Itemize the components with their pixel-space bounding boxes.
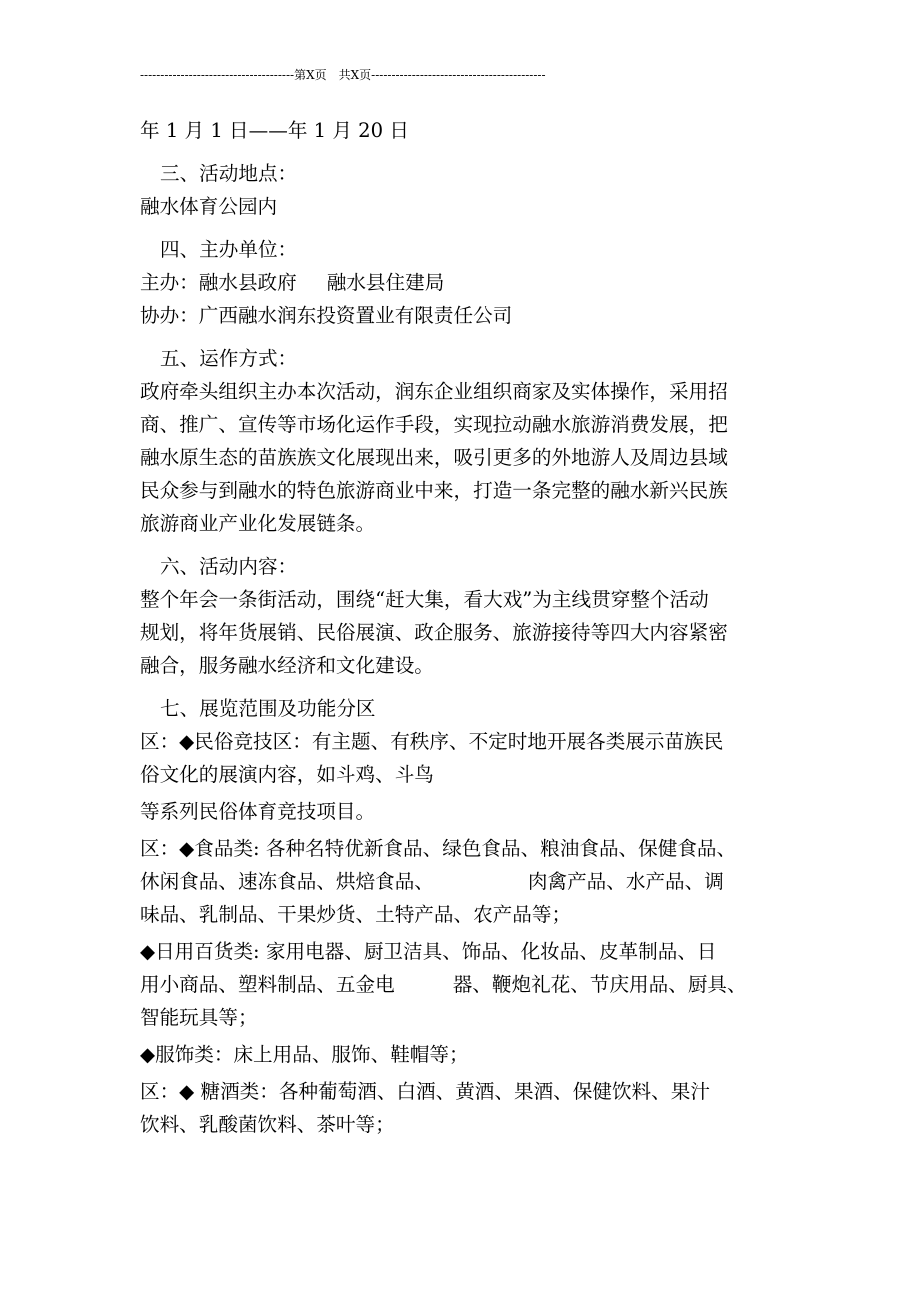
food-zone-line <box>140 865 790 898</box>
folk-zone-line: 俗文化的展演内容，如斗鸡、斗鸟 <box>140 763 434 786</box>
location-text: 融水体育公园内 <box>140 195 278 218</box>
drinks-zone-line: 区：◆ 糖酒类：各种葡萄酒、白酒、黄酒、果酒、保健饮料、果汁 <box>140 1080 710 1103</box>
operation-heading: 五、运作方式： <box>160 347 298 370</box>
daily-goods-text: 用小商品、塑料制品、五金电 <box>140 973 395 996</box>
daily-goods-line: ◆日用百货类: 家用电器、厨卫洁具、饰品、化妆品、皮革制品、日 <box>140 940 717 963</box>
folk-zone-line: 等系列民俗体育竞技项目。 <box>140 800 376 823</box>
daily-goods-line: 智能玩具等； <box>140 1006 258 1029</box>
apparel-line: ◆服饰类：床上用品、服饰、鞋帽等； <box>140 1043 469 1066</box>
daily-goods-line <box>140 968 790 1001</box>
location-heading: 三、活动地点： <box>160 162 298 185</box>
event-date-line: 年 1 月 1 日——年 1 月 20 日 <box>140 119 409 142</box>
food-zone-text: 肉禽产品、水产品、调 <box>527 870 724 893</box>
co-host-line: 协办：广西融水润东投资置业有限责任公司 <box>140 304 513 327</box>
food-zone-line: 区：◆食品类: 各种名特优新食品、绿色食品、粮油食品、保健食品、 <box>140 837 737 860</box>
operation-line: 政府牵头组织主办本次活动，润东企业组织商家及实体操作，采用招 <box>140 380 728 403</box>
page-header: --------------------------------------第X页 共X页------------------------------------------- <box>140 68 546 82</box>
content-line: 整个年会一条街活动，围绕“赶大集，看大戏”为主线贯穿整个活动 <box>140 588 709 611</box>
content-line: 融合，服务融水经济和文化建设。 <box>140 654 434 677</box>
document-body <box>140 114 790 1141</box>
content-line: 规划，将年货展销、民俗展演、政企服务、旅游接待等四大内容紧密 <box>140 621 728 644</box>
operation-line: 融水原生态的苗族族文化展现出来，吸引更多的外地游人及周边县域 <box>140 446 728 469</box>
food-zone-text: 休闲食品、速冻食品、烘焙食品、 <box>140 870 434 893</box>
zones-heading: 七、展览范围及功能分区 <box>160 697 376 720</box>
operation-line: 民众参与到融水的特色旅游商业中来，打造一条完整的融水新兴民族 <box>140 479 728 502</box>
daily-goods-text: 器、鞭炮礼花、节庆用品、厨具、 <box>452 973 747 996</box>
operation-line: 商、推广、宣传等市场化运作手段，实现拉动融水旅游消费发展，把 <box>140 413 728 436</box>
content-heading: 六、活动内容： <box>160 555 298 578</box>
host-primary: 主办：融水县政府 <box>140 271 297 294</box>
operation-line: 旅游商业产业化发展链条。 <box>140 512 376 535</box>
food-zone-line: 味品、乳制品、干果炒货、土特产品、农产品等； <box>140 903 572 926</box>
organizer-heading: 四、主办单位： <box>160 238 298 261</box>
folk-zone-line: 区：◆民俗竞技区：有主题、有秩序、不定时地开展各类展示苗族民 <box>140 730 724 753</box>
drinks-zone-line: 饮料、乳酸菌饮料、茶叶等； <box>140 1113 395 1136</box>
host-secondary: 融水县住建局 <box>326 271 445 294</box>
host-line <box>140 266 790 299</box>
